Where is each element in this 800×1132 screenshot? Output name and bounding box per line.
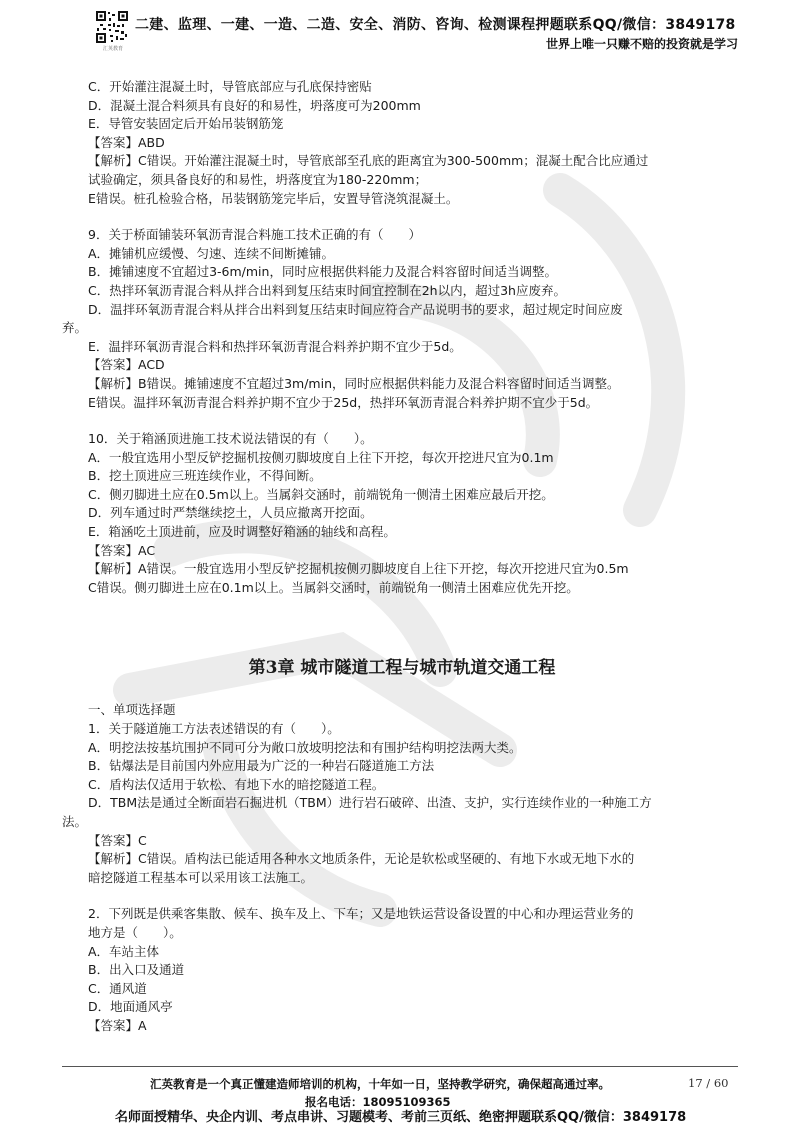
text-line: B．挖土顶进应三班连续作业，不得间断。 bbox=[88, 468, 322, 484]
text-line: 2．下列既是供乘客集散、候车、换车及上、下车；又是地铁运营设备设置的中心和办理运营业务的 bbox=[88, 906, 634, 922]
text-line: D．地面通风亭 bbox=[88, 999, 173, 1015]
text-line: E错误。桩孔检验合格，吊装钢筋笼完毕后，安置导管浇筑混凝土。 bbox=[88, 190, 459, 206]
qr-code-icon bbox=[95, 10, 129, 44]
text-line: A．一般宜选用小型反铲挖掘机按侧刃脚坡度自上往下开挖，每次开挖进尺宜为0.1m bbox=[88, 449, 554, 465]
text-line: 【答案】C bbox=[88, 832, 147, 848]
text-line: C错误。侧刃脚进土应在0.1m以上。当属斜交涵时，前端锐角一侧清土困难应优先开挖。 bbox=[88, 579, 579, 595]
text-line: 法。 bbox=[62, 814, 88, 829]
text-line: C．开始灌注混凝土时，导管底部应与孔底保持密贴 bbox=[88, 79, 372, 94]
text-line: E．温拌环氧沥青混合料和热拌环氧沥青混合料养护期不宜少于5d。 bbox=[88, 338, 462, 354]
question-block-top bbox=[62, 78, 742, 657]
text-line: D．混凝土混合料须具有良好的和易性，坍落度可为200mm bbox=[88, 97, 421, 113]
text-line: A．摊铺机应缓慢、匀速、连续不间断摊铺。 bbox=[88, 245, 335, 261]
page-number: 17 / 60 bbox=[688, 1076, 729, 1090]
qr-caption: 汇英教育 bbox=[102, 46, 123, 52]
footer-intro: 汇英教育是一个真正懂建造师培训的机构，十年如一日，坚持教学研究，确保超高通过率。 bbox=[150, 1077, 610, 1091]
text-line: 【解析】A错误。一般宜选用小型反铲挖掘机按侧刃脚坡度自上往下开挖，每次开挖进尺宜为0.5m bbox=[88, 561, 629, 577]
text-line: 【答案】ABD bbox=[88, 134, 165, 150]
text-line: 【答案】AC bbox=[88, 542, 156, 558]
text-line: 一、单项选择题 bbox=[88, 702, 176, 718]
question-block-chapter3 bbox=[62, 701, 742, 1035]
text-line: 10．关于箱涵顶进施工技术说法错误的有（ ）。 bbox=[88, 431, 373, 447]
text-line: E．导管安装固定后开始吊装钢筋笼 bbox=[88, 116, 284, 132]
text-line: 【解析】C错误。开始灌注混凝土时，导管底部至孔底的距离宜为300-500mm；混凝土配合比应通过 bbox=[88, 153, 649, 169]
text-line: B．出入口及通道 bbox=[88, 962, 185, 978]
text-line: C．盾构法仅适用于软松、有地下水的暗挖隧道工程。 bbox=[88, 776, 385, 792]
spacer bbox=[62, 887, 742, 905]
text-line: E．箱涵吃土顶进前，应及时调整好箱涵的轴线和高程。 bbox=[88, 524, 396, 540]
text-line: A．明挖法按基坑围护不同可分为敞口放坡明挖法和有围护结构明挖法两大类。 bbox=[88, 739, 522, 755]
spacer bbox=[62, 208, 742, 226]
text-line: 【答案】A bbox=[88, 1017, 147, 1033]
header-contact-line: 二建、监理、一建、一造、二造、安全、消防、咨询、检测课程押题联系QQ/微信：3849178 bbox=[135, 17, 736, 33]
text-line: 1．关于隧道施工方法表述错误的有（ ）。 bbox=[88, 721, 340, 737]
footer-divider bbox=[62, 1066, 738, 1067]
text-line: C．侧刃脚进土应在0.5m以上。当属斜交涵时，前端锐角一侧清土困难应最后开挖。 bbox=[88, 486, 554, 502]
spacer bbox=[62, 412, 742, 430]
spacer bbox=[62, 597, 742, 657]
text-line: D．TBM法是通过全断面岩石掘进机（TBM）进行岩石破碎、出渣、支护，实行连续作业的一种施工方 bbox=[88, 795, 652, 811]
text-line: A．车站主体 bbox=[88, 943, 160, 959]
text-line: 暗挖隧道工程基本可以采用该工法施工。 bbox=[88, 869, 314, 885]
text-line: B．摊铺速度不宜超过3-6m/min，同时应根据供料能力及混合料容留时间适当调整。 bbox=[88, 264, 557, 280]
footer-phone: 报名电话：18095109365 bbox=[305, 1095, 451, 1109]
text-line: 试验确定，须具备良好的和易性，坍落度宜为180-220mm； bbox=[88, 171, 428, 187]
text-line: 【解析】C错误。盾构法已能适用各种水文地质条件，无论是软松或坚硬的、有地下水或无地下水的 bbox=[88, 851, 635, 867]
text-line: 9．关于桥面铺装环氧沥青混合料施工技术正确的有（ ） bbox=[88, 227, 421, 243]
text-line: E错误。温拌环氧沥青混合料养护期不宜少于25d，热拌环氧沥青混合料养护期不宜少于5d。 bbox=[88, 394, 599, 410]
text-line: D．列车通过时严禁继续挖土，人员应撤离开挖面。 bbox=[88, 505, 373, 521]
text-line: D．温拌环氧沥青混合料从拌合出料到复压结束时间应符合产品说明书的要求，超过规定时间应废 bbox=[88, 301, 623, 317]
footer-contact: 名师面授精华、央企内训、考点串讲、习题模考、考前三页纸、绝密押题联系QQ/微信：3849178 bbox=[115, 1110, 687, 1125]
page-header bbox=[0, 0, 800, 60]
chapter-title: 第3章 城市隧道工程与城市轨道交通工程 bbox=[248, 658, 556, 679]
text-line: C．热拌环氧沥青混合料从拌合出料到复压结束时间宜控制在2h以内，超过3h应废弃。 bbox=[88, 282, 566, 298]
text-line: 【解析】B错误。摊铺速度不宜超过3m/min，同时应根据供料能力及混合料容留时间适当调整。 bbox=[88, 375, 620, 391]
document-body bbox=[62, 78, 742, 1036]
text-line: B．钻爆法是目前国内外应用最为广泛的一种岩石隧道施工方法 bbox=[88, 758, 435, 774]
text-line: C．通风道 bbox=[88, 980, 147, 996]
header-slogan: 世界上唯一只赚不赔的投资就是学习 bbox=[545, 37, 738, 51]
text-line: 【答案】ACD bbox=[88, 357, 165, 373]
text-line: 弃。 bbox=[62, 320, 88, 336]
text-line: 地方是（ ）。 bbox=[88, 924, 182, 940]
